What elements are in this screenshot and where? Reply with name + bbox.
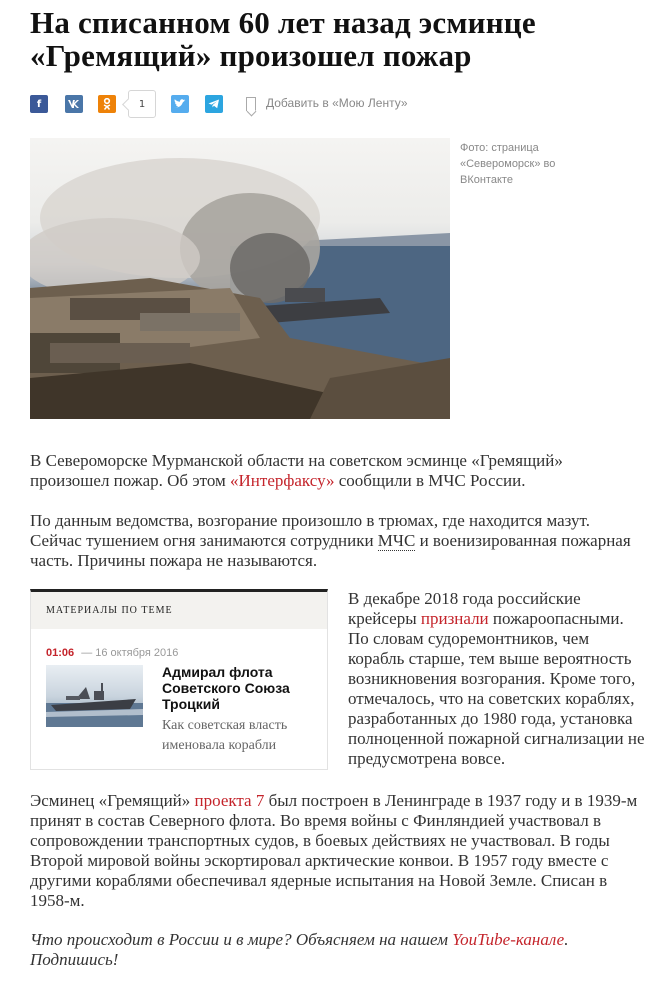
related-subtitle: Как советская власть именовала корабли (162, 718, 288, 753)
recognized-link[interactable]: признали (420, 609, 489, 628)
promo-text: Что происходит в России и в мире? Объясняем на нашем (30, 930, 453, 949)
paragraph-2-text: По данным ведомства, возгорание произошло в трюмах, где находится мазут. Сейчас тушением огня занимаются сотрудники (30, 511, 590, 550)
related-thumbnail[interactable] (46, 665, 143, 727)
twitter-icon[interactable] (171, 95, 189, 113)
article-photo (30, 138, 450, 419)
paragraph-1-text-end: сообщили в МЧС России. (334, 471, 526, 490)
related-heading: МАТЕРИАЛЫ ПО ТЕМЕ (31, 592, 327, 629)
project-7-link[interactable]: проекта 7 (194, 791, 265, 810)
paragraph-3 (348, 589, 648, 769)
article-title: На списанном 60 лет назад эсминце «Гремящий» произошел пожар (30, 5, 536, 73)
share-counter: 1 (128, 90, 156, 118)
facebook-icon[interactable]: f (30, 95, 48, 113)
related-title-link[interactable]: Адмирал флота Советского Союза Троцкий (162, 664, 290, 712)
mchs-abbr: МЧС (377, 531, 416, 550)
photo-caption: Фото: страница «Североморск» во ВКонтакте (460, 142, 556, 186)
paragraph-1-text: В Североморске Мурманской области на советском эсминце «Гремящий» произошел пожар. Об этом (30, 451, 563, 490)
promo-text-end: . Подпишись! (30, 930, 569, 969)
telegram-icon[interactable] (205, 95, 223, 113)
paragraph-2 (30, 511, 645, 571)
vk-icon[interactable] (65, 95, 83, 113)
paragraph-4-text: Эсминец «Гремящий» (30, 791, 195, 810)
related-time: 01:06 (46, 647, 75, 659)
youtube-promo (30, 930, 630, 970)
paragraph-3-text-end: пожароопасными. По словам судоремонтников, чем корабль старше, тем выше вероятность возникновения возгорания. Кроме того, отмечалось, что на советских кораблях, разработанных до 1980 года, установка полноценной пожарной сигнализации не предусмотрена вовсе. (348, 609, 645, 768)
related-date: — 16 октября 2016 (81, 647, 179, 659)
add-to-feed-link[interactable]: Добавить в «Мою Ленту» (266, 96, 408, 110)
related-meta (46, 647, 178, 659)
youtube-link[interactable]: YouTube-канале (452, 930, 565, 949)
paragraph-3-text: В декабре 2018 года российские крейсеры (348, 589, 581, 628)
paragraph-4 (30, 791, 645, 911)
paragraph-1 (30, 451, 645, 491)
ok-icon[interactable] (98, 95, 116, 113)
related-materials-box (30, 589, 328, 770)
paragraph-2-text-end: и военизированная пожарная часть. Причины пожара не называются. (30, 531, 631, 570)
bookmark-icon[interactable] (246, 97, 256, 111)
share-bar (30, 90, 640, 118)
interfax-link[interactable]: «Интерфаксу» (230, 471, 335, 490)
paragraph-4-text-end: был построен в Ленинграде в 1937 году и в 1939-м принят в состав Северного флота. Во время войны с Финляндией участвовал в сопровождении транспортных судов, в боевых действиях не участвовал. В годы Второй мировой войны эскортировал арктические конвои. В 1957 году вместе с другими кораблями обеспечивал ядерные испытания на Новой Земле. Списан в 1958-м. (30, 791, 638, 910)
